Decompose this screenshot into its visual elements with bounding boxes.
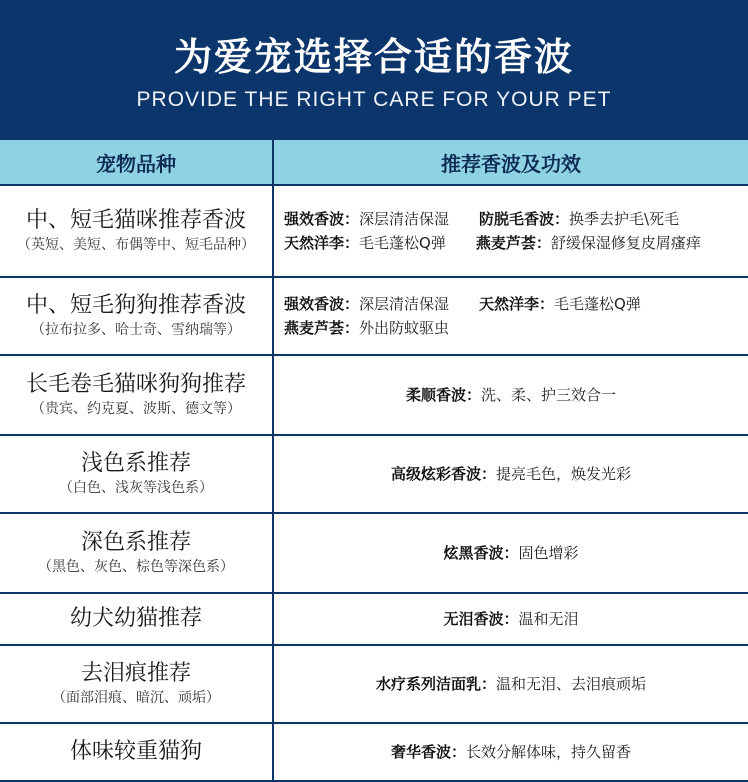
recommendation-line (284, 207, 748, 231)
shampoo-effect: 外出防蚊驱虫 (359, 319, 450, 337)
table-header-row (0, 138, 748, 186)
shampoo-effect: 舒缓保湿修复皮屑瘙痒 (550, 234, 701, 252)
recommendation-line (376, 672, 646, 696)
table-row (0, 514, 748, 594)
header-banner (0, 0, 748, 138)
recommendation-cell (274, 514, 748, 592)
table-row (0, 646, 748, 724)
shampoo-name: 强效香波： (284, 210, 360, 228)
recommendation-cell (274, 278, 748, 354)
shampoo-effect: 毛毛蓬松Q弹 (359, 234, 446, 252)
shampoo-effect: 深层清洁保湿 (359, 210, 450, 228)
shampoo-effect: 温和无泪、去泪痕顽垢 (496, 675, 647, 693)
pet-breed-note: （面部泪痕、暗沉、顽垢） (52, 690, 220, 706)
recommendation-cell (274, 646, 748, 722)
page-subtitle: PROVIDE THE RIGHT CARE FOR YOUR PET (136, 88, 612, 111)
column-header-pet-breed: 宠物品种 (0, 140, 274, 184)
pet-breed-name: 浅色系推荐 (80, 451, 191, 476)
recommendation-cell (274, 356, 748, 434)
shampoo-effect: 深层清洁保湿 (359, 295, 450, 313)
recommendation-line (284, 231, 748, 255)
recommendation-line (406, 383, 616, 407)
recommendation-cell (274, 724, 748, 780)
pet-breed-name: 中、短毛猫咪推荐香波 (25, 208, 246, 233)
shampoo-effect: 提亮毛色，焕发光彩 (496, 465, 632, 483)
shampoo-name: 奢华香波： (390, 743, 466, 761)
shampoo-name: 燕麦芦荟： (475, 234, 551, 252)
shampoo-name: 天然洋李： (284, 234, 360, 252)
shampoo-effect: 温和无泪 (518, 610, 579, 628)
table-row (0, 186, 748, 278)
page-title: 为爱宠选择合适的香波 (173, 35, 574, 79)
table-row (0, 436, 748, 514)
table-body (0, 186, 748, 782)
recommendation-cell (274, 186, 748, 276)
shampoo-name: 燕麦芦荟： (284, 319, 360, 337)
pet-breed-name: 中、短毛狗狗推荐香波 (25, 293, 246, 318)
pet-breed-name: 去泪痕推荐 (80, 661, 191, 686)
shampoo-name: 水疗系列洁面乳： (375, 675, 496, 693)
recommendation-line (391, 740, 631, 764)
pet-breed-cell (0, 356, 274, 434)
pet-breed-cell (0, 514, 274, 592)
pet-breed-note: （拉布拉多、哈士奇、雪纳瑞等） (31, 322, 241, 338)
shampoo-name: 炫黑香波： (443, 544, 519, 562)
pet-breed-cell (0, 278, 274, 354)
shampoo-name: 防脱毛香波： (479, 210, 570, 228)
shampoo-effect: 长效分解体味，持久留香 (466, 743, 632, 761)
column-header-recommended-shampoo: 推荐香波及功效 (441, 151, 581, 176)
table-row (0, 278, 748, 356)
pet-breed-name: 幼犬幼猫推荐 (69, 606, 202, 631)
pet-breed-cell (0, 186, 274, 276)
recommendation-cell (274, 436, 748, 512)
shampoo-name: 高级炫彩香波： (390, 465, 496, 483)
pet-breed-cell (0, 436, 274, 512)
recommendation-line (284, 316, 748, 340)
recommendation-line (443, 607, 578, 631)
pet-breed-cell (0, 594, 274, 644)
recommendation-line (391, 462, 631, 486)
pet-breed-name: 长毛卷毛猫咪狗狗推荐 (25, 372, 246, 397)
pet-breed-cell (0, 646, 274, 722)
table-row (0, 724, 748, 782)
shampoo-effect: 换季去护毛\死毛 (569, 210, 680, 228)
pet-breed-note: （英短、美短、布偶等中、短毛品种） (17, 237, 255, 253)
recommendation-line (284, 292, 748, 316)
shampoo-effect: 毛毛蓬松Q弹 (554, 295, 641, 313)
pet-breed-cell (0, 724, 274, 780)
table-row (0, 356, 748, 436)
shampoo-effect: 洗、柔、护三效合一 (481, 386, 617, 404)
shampoo-name: 天然洋李： (479, 295, 555, 313)
shampoo-name: 柔顺香波： (405, 386, 481, 404)
pet-breed-name: 体味较重猫狗 (69, 739, 202, 764)
shampoo-name: 无泪香波： (443, 610, 519, 628)
shampoo-name: 强效香波： (284, 295, 360, 313)
pet-breed-name: 深色系推荐 (80, 530, 191, 555)
recommendation-cell (274, 594, 748, 644)
pet-breed-note: （黑色、灰色、棕色等深色系） (38, 559, 234, 575)
shampoo-effect: 固色增彩 (518, 544, 579, 562)
pet-breed-note: （白色、浅灰等浅色系） (59, 480, 213, 496)
recommendation-line (443, 541, 578, 565)
pet-breed-note: （贵宾、约克夏、波斯、德文等） (31, 401, 241, 417)
table-row (0, 594, 748, 646)
shampoo-table (0, 138, 748, 782)
